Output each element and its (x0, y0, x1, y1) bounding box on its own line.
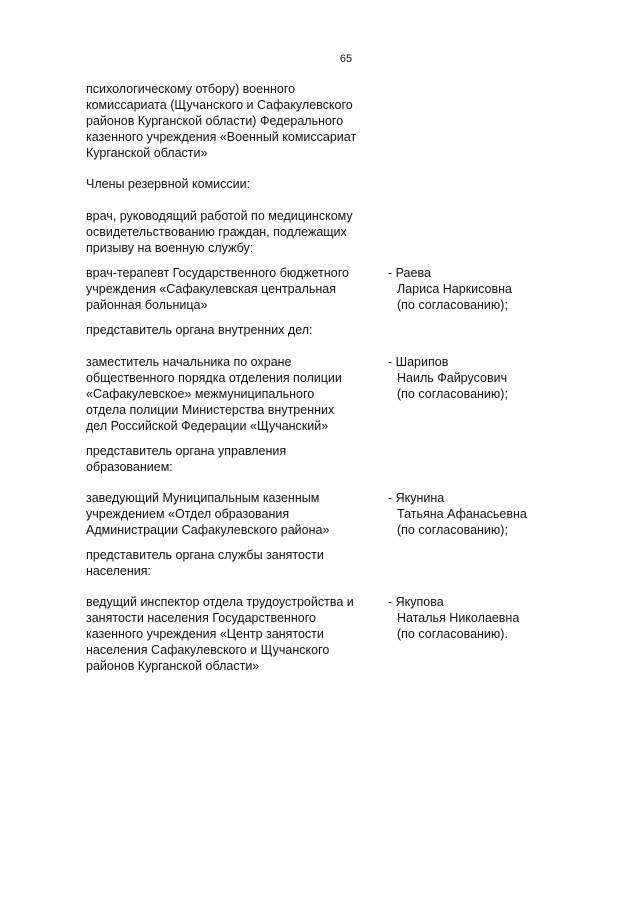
member-role-line: заместитель начальника по охране (86, 355, 292, 369)
intro-line: казенного учреждения «Военный комиссариат (86, 130, 357, 144)
member-note: (по согласованию). (397, 627, 508, 641)
member-note: (по согласованию); (397, 387, 508, 401)
intro-line: районов Курганской области) Федерального (86, 114, 344, 128)
member-role-line: врач-терапевт Государственного бюджетного (86, 266, 350, 280)
members-heading-text: Члены резервной комиссии: (86, 177, 251, 191)
member-role (86, 354, 342, 434)
member-surname: - Шарипов (388, 355, 449, 369)
member-role-line: казенного учреждения «Центр занятости (86, 627, 324, 641)
member-role-line: населения Сафакулевского и Щучанского (86, 643, 330, 657)
member-role (86, 265, 349, 313)
education-heading (86, 443, 286, 475)
intro-line: комиссариата (Щучанского и Сафакулевского (86, 98, 353, 112)
member-fullname: Наиль Файрусович (397, 371, 508, 385)
member-role (86, 490, 329, 538)
employment-heading-line: представитель органа службы занятости (86, 548, 324, 562)
member-fullname: Татьяна Афанасьевна (397, 507, 527, 521)
intro-line: Курганской области» (86, 146, 208, 160)
education-heading-line: образованием: (86, 460, 173, 474)
member-role-line: Администрации Сафакулевского района» (86, 523, 330, 537)
doctor-heading-line: призыву на военную службу: (86, 241, 254, 255)
member-note: (по согласованию); (397, 298, 508, 312)
member-fullname: Наталья Николаевна (397, 611, 520, 625)
employment-heading-line: населения: (86, 564, 152, 578)
police-heading-text: представитель органа внутренних дел: (86, 323, 313, 337)
intro-line: психологическому отбору) военного (86, 82, 296, 96)
member-role-line: районная больница» (86, 298, 208, 312)
member-fullname: Лариса Наркисовна (397, 282, 512, 296)
member-role-line: «Сафакулевское» межмуниципального (86, 387, 315, 401)
member-role (86, 594, 354, 674)
member-person (388, 594, 519, 642)
education-heading-line: представитель органа управления (86, 444, 287, 458)
member-role-line: заведующий Муниципальным казенным (86, 491, 320, 505)
member-role-line: дел Российской Федерации «Щучанский» (86, 419, 329, 433)
doctor-heading-line: освидетельствованию граждан, подлежащих (86, 225, 347, 239)
member-person (388, 490, 527, 538)
employment-heading (86, 547, 324, 579)
members-heading (86, 176, 250, 192)
member-role-line: отдела полиции Министерства внутренних (86, 403, 335, 417)
member-role-line: районов Курганской области» (86, 659, 260, 673)
police-heading (86, 322, 313, 338)
member-person (388, 354, 508, 402)
member-role-line: занятости населения Государственного (86, 611, 316, 625)
member-role-line: ведущий инспектор отдела трудоустройства и (86, 595, 354, 609)
member-note: (по согласованию); (397, 523, 508, 537)
member-role-line: учреждением «Отдел образования (86, 507, 290, 521)
member-role-line: общественного порядка отделения полиции (86, 371, 342, 385)
member-person (388, 265, 512, 313)
page-number: 65 (339, 53, 353, 65)
doctor-heading-line: врач, руководящий работой по медицинскому (86, 209, 353, 223)
member-surname: - Якупова (388, 595, 444, 609)
intro-paragraph (86, 81, 356, 161)
member-surname: - Якунина (388, 491, 445, 505)
member-surname: - Раева (388, 266, 431, 280)
doctor-heading (86, 208, 353, 256)
member-role-line: учреждения «Сафакулевская центральная (86, 282, 337, 296)
